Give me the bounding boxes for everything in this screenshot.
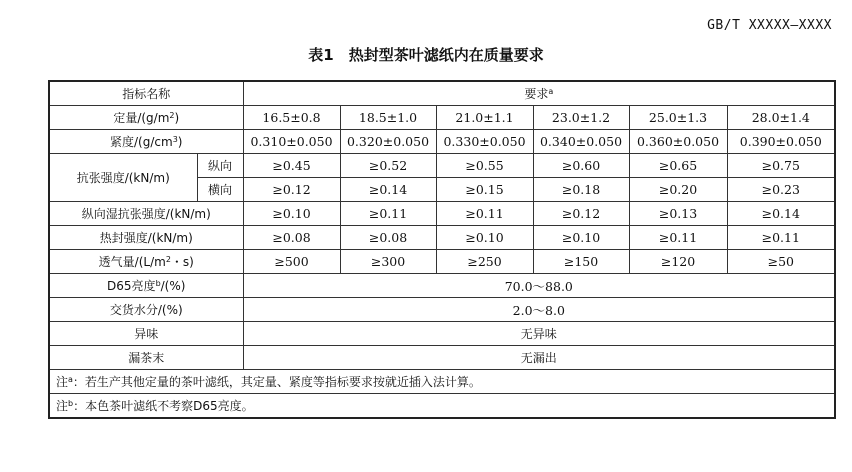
- table-cell: ≥0.10: [533, 226, 629, 250]
- leakage-value: 无漏出: [243, 346, 835, 370]
- tensile-cd-label: 横向: [197, 178, 243, 202]
- table-cell: ≥0.11: [629, 226, 727, 250]
- tensile-label: 抗张强度/(kN/m): [49, 154, 197, 202]
- brightness-label: D65亮度$^b$/(%): [49, 274, 243, 298]
- grammage-row: [49, 106, 835, 130]
- table-cell: ≥0.12: [533, 202, 629, 226]
- tensile-md-row: [49, 154, 835, 178]
- table-cell: ≥0.14: [727, 202, 835, 226]
- air-permeability-label: 透气量$/(L/m^2$・s): [49, 250, 243, 274]
- table-cell: 25.0±1.3: [629, 106, 727, 130]
- requirement-header: 要求$^a$: [243, 81, 835, 106]
- footnote-a: 注$^a$：若生产其他定量的茶叶滤纸，其定量、紧度等指标要求按就近插入法计算。: [49, 370, 835, 394]
- table-cell: ≥0.08: [243, 226, 340, 250]
- moisture-label: 交货水分/(%): [49, 298, 243, 322]
- table-cell: 18.5±1.0: [340, 106, 436, 130]
- moisture-value: 2.0～8.0: [243, 298, 835, 322]
- wet-tensile-label: 纵向湿抗张强度/(kN/m): [49, 202, 243, 226]
- moisture-row: [49, 298, 835, 322]
- table-cell: ≥0.10: [436, 226, 533, 250]
- table-cell: ≥120: [629, 250, 727, 274]
- table-cell: ≥50: [727, 250, 835, 274]
- table-cell: ≥500: [243, 250, 340, 274]
- table-cell: 21.0±1.1: [436, 106, 533, 130]
- table-cell: ≥0.60: [533, 154, 629, 178]
- grammage-label: 定量$/(g/m^2)$: [49, 106, 243, 130]
- table-cell: 0.390±0.050: [727, 130, 835, 154]
- table-cell: ≥0.15: [436, 178, 533, 202]
- brightness-value: 70.0～88.0: [243, 274, 835, 298]
- table-cell: 0.330±0.050: [436, 130, 533, 154]
- note-b-row: [49, 394, 835, 419]
- table-cell: 0.310±0.050: [243, 130, 340, 154]
- table-cell: ≥0.13: [629, 202, 727, 226]
- table-title: 表1 热封型茶叶滤纸内在质量要求: [308, 46, 544, 64]
- table-cell: ≥0.14: [340, 178, 436, 202]
- brightness-row: [49, 274, 835, 298]
- table-cell: ≥0.55: [436, 154, 533, 178]
- table-cell: 0.340±0.050: [533, 130, 629, 154]
- table-cell: ≥0.18: [533, 178, 629, 202]
- table-cell: ≥300: [340, 250, 436, 274]
- odor-row: [49, 322, 835, 346]
- table-cell: ≥0.10: [243, 202, 340, 226]
- footnote-b: 注$^b$：本色茶叶滤纸不考察D65亮度。: [49, 394, 835, 419]
- note-a-row: [49, 370, 835, 394]
- table-cell: ≥0.20: [629, 178, 727, 202]
- tensile-md-label: 纵向: [197, 154, 243, 178]
- param-header: 指标名称: [49, 81, 243, 106]
- table-cell: 28.0±1.4: [727, 106, 835, 130]
- table-cell: ≥0.11: [436, 202, 533, 226]
- leakage-label: 漏茶末: [49, 346, 243, 370]
- heat-seal-label: 热封强度/(kN/m): [49, 226, 243, 250]
- table-cell: 0.320±0.050: [340, 130, 436, 154]
- table-cell: ≥0.12: [243, 178, 340, 202]
- table-cell: ≥0.45: [243, 154, 340, 178]
- standard-code: GB/T XXXXX—XXXX: [707, 18, 832, 33]
- quality-requirements-table: [48, 80, 836, 419]
- table-cell: ≥0.11: [340, 202, 436, 226]
- wet-tensile-row: [49, 202, 835, 226]
- density-label: 紧度$/(g/cm^3)$: [49, 130, 243, 154]
- leakage-row: [49, 346, 835, 370]
- table-cell: ≥0.08: [340, 226, 436, 250]
- table-cell: 23.0±1.2: [533, 106, 629, 130]
- heat-seal-row: [49, 226, 835, 250]
- table-cell: ≥150: [533, 250, 629, 274]
- odor-value: 无异味: [243, 322, 835, 346]
- table-cell: ≥0.52: [340, 154, 436, 178]
- density-row: [49, 130, 835, 154]
- odor-label: 异味: [49, 322, 243, 346]
- table-cell: ≥250: [436, 250, 533, 274]
- air-permeability-row: [49, 250, 835, 274]
- table-cell: ≥0.23: [727, 178, 835, 202]
- table-cell: ≥0.11: [727, 226, 835, 250]
- header-row: [49, 81, 835, 106]
- table-cell: ≥0.65: [629, 154, 727, 178]
- table-cell: 16.5±0.8: [243, 106, 340, 130]
- table-cell: ≥0.75: [727, 154, 835, 178]
- table-cell: 0.360±0.050: [629, 130, 727, 154]
